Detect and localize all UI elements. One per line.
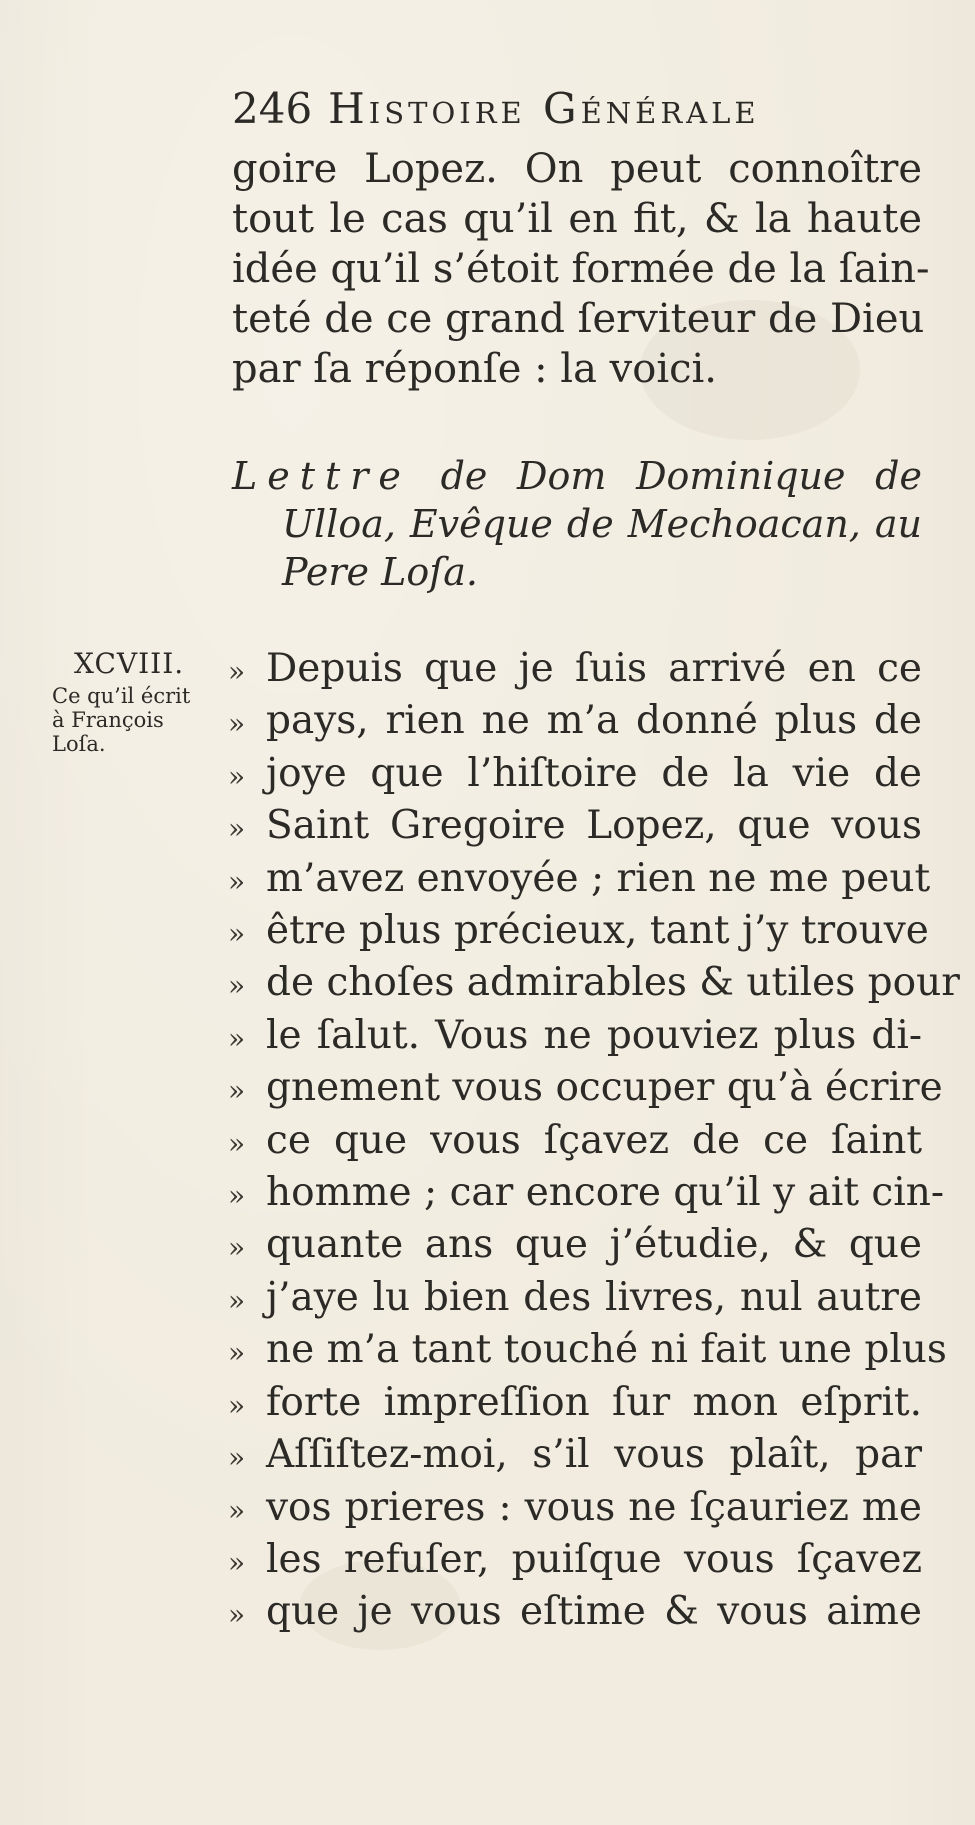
quoted-line-text: vos prieres : vous ne ſçauriez me [266, 1484, 922, 1530]
quoted-line-text: joye que l’hiſtoire de la vie de [266, 750, 922, 796]
quoted-line-text: Saint Gregoire Lopez, que vous [266, 803, 922, 849]
page-number: 246 [232, 84, 313, 133]
quoted-line-text: le ſalut. Vous ne pouviez plus di- [266, 1012, 922, 1058]
quoted-line [228, 696, 922, 748]
quoted-line [228, 1168, 945, 1220]
quoted-line-text: ce que vous ſçavez de ce ſaint [266, 1117, 922, 1163]
margin-note-line: Loſa. [52, 732, 106, 756]
quoted-line [228, 801, 922, 853]
intro-paragraph [232, 144, 930, 394]
quoted-line-text: Aſſiſtez-moi, s’il vous plaît, par [266, 1432, 922, 1478]
quoted-line [228, 1011, 922, 1063]
guillemet: » [228, 1493, 246, 1527]
quoted-line [228, 958, 960, 1010]
guillemet: » [228, 1598, 246, 1632]
text-line: idée qu’il s’étoit formée de la ſain- [232, 246, 930, 292]
quoted-line [228, 1063, 943, 1115]
guillemet: » [228, 1283, 246, 1317]
quoted-line-text: de choſes admirables & utiles pour [266, 960, 960, 1006]
guillemet: » [228, 917, 246, 951]
text-line: goire Lopez. On peut connoître [232, 146, 922, 192]
guillemet: » [228, 1545, 246, 1579]
margin-note-line: à François [52, 708, 164, 732]
guillemet: » [228, 1388, 246, 1422]
guillemet: » [228, 1126, 246, 1160]
quoted-line-text: m’avez envoyée ; rien ne me peut [266, 855, 931, 901]
quoted-line [228, 749, 922, 801]
heading-line [232, 452, 922, 500]
running-head [232, 84, 932, 133]
quoted-line [228, 1116, 922, 1168]
quoted-line-text: que je vous eſtime & vous aime [266, 1589, 922, 1635]
quoted-line-text: forte impreſſion ſur mon eſprit. [266, 1379, 922, 1425]
quoted-line-text: pays, rien ne m’a donné plus de [266, 698, 922, 744]
guillemet: » [228, 1336, 246, 1370]
quoted-line [228, 1587, 922, 1639]
text-line: teté de ce grand ſerviteur de Dieu [232, 296, 925, 342]
quoted-line [228, 1535, 922, 1587]
heading-line: Pere Loſa. [282, 550, 478, 594]
quoted-line-text: homme ; car encore qu’il y ait cin- [266, 1170, 945, 1216]
guillemet: » [228, 655, 246, 688]
quoted-line [228, 1483, 922, 1535]
text-line: par ſa réponſe : la voici. [232, 346, 718, 392]
quoted-line [228, 644, 922, 696]
quoted-line [228, 1220, 922, 1272]
running-title: Histoire Générale [328, 84, 760, 133]
text-line: tout le cas qu’il en fit, & la haute [232, 196, 922, 242]
quoted-line-text: gnement vous occuper qu’à écrire [266, 1065, 943, 1111]
guillemet: » [228, 1179, 246, 1213]
margin-note-line: Ce qu’il écrit [52, 684, 191, 708]
quoted-line [228, 906, 929, 958]
guillemet: » [228, 759, 246, 793]
quoted-line-text: ne m’a tant touché ni fait une plus [266, 1327, 947, 1373]
guillemet: » [228, 864, 246, 898]
guillemet: » [228, 1441, 246, 1475]
heading-lettre-word: Lettre [232, 454, 411, 498]
quoted-line-text: j’aye lu bien des livres, nul autre [266, 1274, 922, 1320]
quoted-line-text: quante ans que j’étudie, & que [266, 1222, 922, 1268]
quoted-line [228, 854, 931, 906]
quoted-line [228, 1273, 922, 1325]
guillemet: » [228, 1231, 246, 1265]
quoted-line [228, 1325, 947, 1377]
quoted-line-text: Depuis que je ſuis arrivé en ce [266, 646, 922, 691]
guillemet: » [228, 1074, 246, 1108]
margin-note [52, 647, 212, 756]
guillemet: » [228, 1021, 246, 1055]
quoted-line-text: être plus précieux, tant j’y trouve [266, 908, 929, 954]
quoted-line-text: les refuſer, puiſque vous ſçavez [266, 1536, 922, 1582]
guillemet: » [228, 707, 246, 741]
quoted-line [228, 1430, 922, 1482]
quoted-line [228, 1378, 922, 1430]
letter-body [228, 644, 960, 1640]
guillemet: » [228, 812, 246, 846]
guillemet: » [228, 969, 246, 1003]
heading-line: Ulloa, Evêque de Mechoacan, au [282, 502, 922, 546]
heading-line-rest: de Dom Dominique de [440, 454, 922, 498]
section-number: XCVIII. [74, 647, 185, 680]
letter-heading [232, 452, 922, 596]
